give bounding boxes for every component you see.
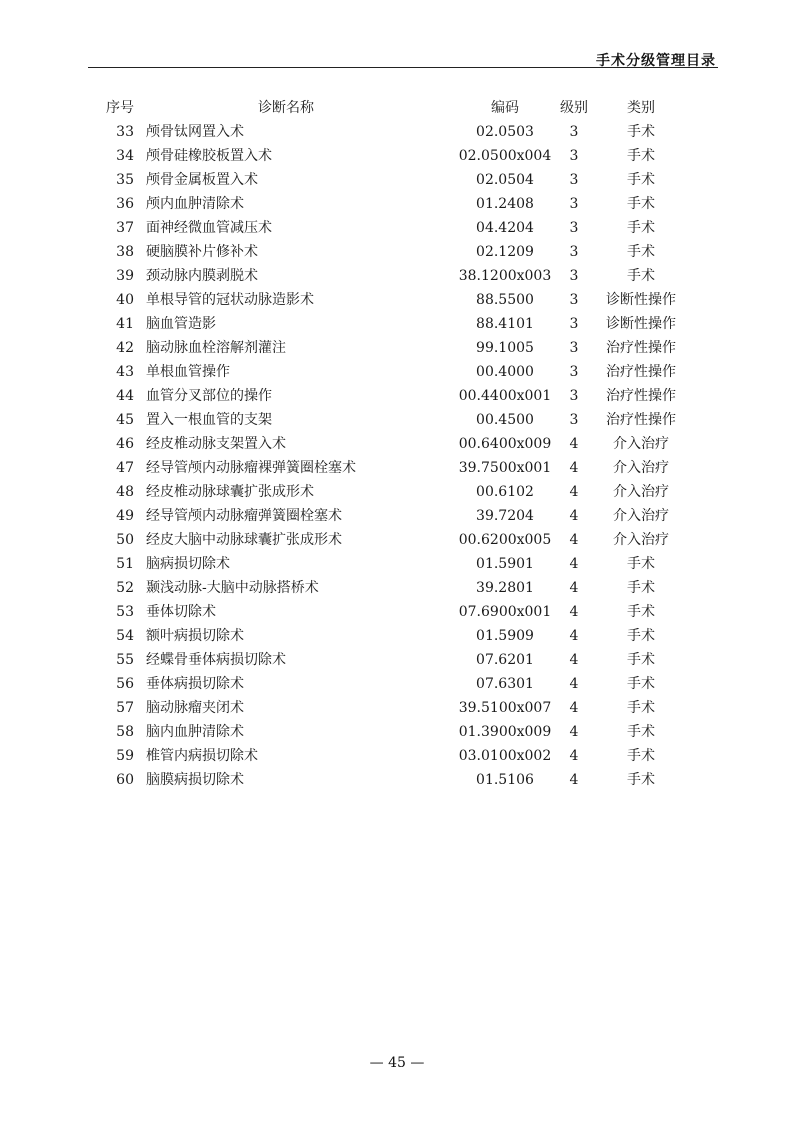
cell-code: 88.4101	[476, 316, 534, 332]
table-row	[0, 480, 794, 504]
cell-name: 颈动脉内膜剥脱术	[146, 268, 258, 284]
cell-num: 55	[116, 652, 134, 668]
cell-type: 手术	[627, 124, 655, 140]
header-divider	[88, 67, 718, 68]
cell-code: 00.6102	[476, 484, 534, 500]
cell-code: 39.2801	[476, 580, 534, 596]
table-row	[0, 744, 794, 768]
cell-name: 脑膜病损切除术	[146, 772, 244, 788]
table-row	[0, 600, 794, 624]
table-row	[0, 264, 794, 288]
cell-code: 00.4000	[476, 364, 534, 380]
cell-level: 3	[569, 244, 579, 260]
cell-code: 01.5909	[476, 628, 534, 644]
cell-level: 4	[569, 532, 579, 548]
table-row	[0, 312, 794, 336]
cell-level: 4	[569, 556, 579, 572]
cell-num: 53	[116, 604, 134, 620]
cell-code: 02.1209	[476, 244, 534, 260]
cell-level: 4	[569, 580, 579, 596]
table-row	[0, 456, 794, 480]
cell-num: 57	[116, 700, 134, 716]
cell-level: 3	[569, 364, 579, 380]
cell-num: 40	[116, 292, 134, 308]
table-row	[0, 288, 794, 312]
table-row	[0, 696, 794, 720]
cell-num: 41	[116, 316, 134, 332]
cell-level: 3	[569, 388, 579, 404]
cell-code: 01.5901	[476, 556, 534, 572]
cell-code: 07.6201	[476, 652, 534, 668]
cell-level: 4	[569, 460, 579, 476]
cell-name: 垂体切除术	[146, 604, 216, 620]
cell-type: 手术	[627, 724, 655, 740]
cell-level: 4	[569, 700, 579, 716]
table-row	[0, 240, 794, 264]
table-row	[0, 576, 794, 600]
cell-level: 4	[569, 676, 579, 692]
cell-name: 经皮大脑中动脉球囊扩张成形术	[146, 532, 342, 548]
cell-code: 00.6200x005	[458, 532, 552, 548]
cell-name: 垂体病损切除术	[146, 676, 244, 692]
cell-num: 35	[116, 172, 134, 188]
cell-name: 经蝶骨垂体病损切除术	[146, 652, 286, 668]
cell-name: 额叶病损切除术	[146, 628, 244, 644]
column-header-name: 诊断名称	[258, 100, 314, 116]
cell-name: 椎管内病损切除术	[146, 748, 258, 764]
table-row	[0, 192, 794, 216]
table-row	[0, 528, 794, 552]
cell-name: 脑血管造影	[146, 316, 216, 332]
cell-code: 02.0503	[476, 124, 534, 140]
cell-name: 颅骨硅橡胶板置入术	[146, 148, 272, 164]
column-header-type: 类别	[627, 100, 655, 116]
table-row	[0, 144, 794, 168]
cell-level: 4	[569, 436, 579, 452]
cell-code: 02.0504	[476, 172, 534, 188]
cell-level: 3	[569, 172, 579, 188]
cell-code: 00.4500	[476, 412, 534, 428]
cell-num: 48	[116, 484, 134, 500]
cell-level: 4	[569, 604, 579, 620]
cell-type: 手术	[627, 700, 655, 716]
cell-num: 42	[116, 340, 134, 356]
cell-type: 诊断性操作	[606, 292, 676, 308]
cell-level: 4	[569, 652, 579, 668]
cell-level: 4	[569, 748, 579, 764]
table-row	[0, 552, 794, 576]
cell-num: 34	[116, 148, 134, 164]
cell-num: 49	[116, 508, 134, 524]
cell-type: 治疗性操作	[606, 340, 676, 356]
cell-name: 单根血管操作	[146, 364, 230, 380]
cell-num: 56	[116, 676, 134, 692]
table-row	[0, 672, 794, 696]
cell-name: 颅内血肿清除术	[146, 196, 244, 212]
header-title: 手术分级管理目录	[596, 53, 716, 69]
page-number: — 45 —	[369, 1055, 425, 1071]
cell-code: 00.6400x009	[458, 436, 552, 452]
table-row	[0, 720, 794, 744]
column-header-num: 序号	[106, 100, 134, 116]
table-row	[0, 648, 794, 672]
cell-type: 介入治疗	[613, 532, 669, 548]
cell-num: 36	[116, 196, 134, 212]
table-row	[0, 216, 794, 240]
cell-num: 60	[116, 772, 134, 788]
cell-name: 颅骨金属板置入术	[146, 172, 258, 188]
cell-type: 治疗性操作	[606, 412, 676, 428]
cell-type: 手术	[627, 676, 655, 692]
column-header-code: 编码	[491, 100, 519, 116]
table-row	[0, 504, 794, 528]
cell-num: 44	[116, 388, 134, 404]
cell-name: 经导管颅内动脉瘤弹簧圈栓塞术	[146, 508, 342, 524]
cell-code: 01.3900x009	[458, 724, 552, 740]
cell-type: 介入治疗	[613, 508, 669, 524]
cell-type: 手术	[627, 220, 655, 236]
cell-num: 51	[116, 556, 134, 572]
cell-name: 颅骨钛网置入术	[146, 124, 244, 140]
table-row	[0, 384, 794, 408]
cell-code: 39.7500x001	[458, 460, 552, 476]
cell-name: 硬脑膜补片修补术	[146, 244, 258, 260]
cell-code: 02.0500x004	[458, 148, 552, 164]
cell-type: 手术	[627, 148, 655, 164]
cell-type: 介入治疗	[613, 436, 669, 452]
cell-num: 45	[116, 412, 134, 428]
cell-level: 3	[569, 316, 579, 332]
table-row	[0, 408, 794, 432]
cell-num: 43	[116, 364, 134, 380]
cell-code: 07.6900x001	[458, 604, 552, 620]
cell-num: 38	[116, 244, 134, 260]
cell-num: 50	[116, 532, 134, 548]
cell-name: 脑动脉瘤夹闭术	[146, 700, 244, 716]
cell-type: 手术	[627, 652, 655, 668]
cell-name: 脑病损切除术	[146, 556, 230, 572]
cell-level: 4	[569, 724, 579, 740]
cell-type: 手术	[627, 628, 655, 644]
cell-name: 经皮椎动脉支架置入术	[146, 436, 286, 452]
cell-code: 88.5500	[476, 292, 534, 308]
cell-level: 3	[569, 124, 579, 140]
table-row	[0, 336, 794, 360]
cell-level: 3	[569, 412, 579, 428]
table-body	[0, 120, 794, 792]
cell-code: 07.6301	[476, 676, 534, 692]
cell-level: 3	[569, 340, 579, 356]
cell-type: 手术	[627, 244, 655, 260]
cell-num: 54	[116, 628, 134, 644]
cell-code: 03.0100x002	[458, 748, 552, 764]
cell-level: 3	[569, 220, 579, 236]
cell-level: 4	[569, 628, 579, 644]
cell-code: 99.1005	[476, 340, 534, 356]
cell-type: 手术	[627, 172, 655, 188]
cell-num: 33	[116, 124, 134, 140]
cell-type: 手术	[627, 196, 655, 212]
cell-level: 3	[569, 292, 579, 308]
cell-level: 3	[569, 148, 579, 164]
cell-type: 手术	[627, 748, 655, 764]
cell-num: 52	[116, 580, 134, 596]
cell-name: 脑动脉血栓溶解剂灌注	[146, 340, 286, 356]
cell-name: 置入一根血管的支架	[146, 412, 272, 428]
cell-type: 介入治疗	[613, 484, 669, 500]
table-row	[0, 768, 794, 792]
cell-code: 01.2408	[476, 196, 534, 212]
cell-num: 37	[116, 220, 134, 236]
cell-type: 手术	[627, 268, 655, 284]
cell-type: 手术	[627, 772, 655, 788]
cell-type: 手术	[627, 604, 655, 620]
cell-name: 经皮椎动脉球囊扩张成形术	[146, 484, 314, 500]
cell-num: 59	[116, 748, 134, 764]
table-header-row	[0, 96, 794, 120]
cell-level: 3	[569, 268, 579, 284]
cell-type: 手术	[627, 556, 655, 572]
cell-level: 3	[569, 196, 579, 212]
cell-code: 00.4400x001	[458, 388, 552, 404]
cell-code: 38.1200x003	[458, 268, 552, 284]
table-row	[0, 432, 794, 456]
cell-level: 4	[569, 508, 579, 524]
cell-code: 39.5100x007	[458, 700, 552, 716]
table-row	[0, 120, 794, 144]
cell-num: 47	[116, 460, 134, 476]
surgery-table	[0, 96, 794, 792]
cell-type: 介入治疗	[613, 460, 669, 476]
cell-name: 经导管颅内动脉瘤裸弹簧圈栓塞术	[146, 460, 356, 476]
cell-name: 脑内血肿清除术	[146, 724, 244, 740]
table-row	[0, 360, 794, 384]
cell-code: 04.4204	[476, 220, 534, 236]
cell-level: 4	[569, 484, 579, 500]
cell-level: 4	[569, 772, 579, 788]
cell-name: 面神经微血管减压术	[146, 220, 272, 236]
cell-type: 治疗性操作	[606, 364, 676, 380]
table-row	[0, 624, 794, 648]
cell-type: 手术	[627, 580, 655, 596]
cell-num: 39	[116, 268, 134, 284]
cell-name: 单根导管的冠状动脉造影术	[146, 292, 314, 308]
cell-type: 治疗性操作	[606, 388, 676, 404]
cell-name: 颞浅动脉-大脑中动脉搭桥术	[146, 580, 319, 596]
cell-name: 血管分叉部位的操作	[146, 388, 272, 404]
cell-num: 58	[116, 724, 134, 740]
cell-code: 01.5106	[476, 772, 534, 788]
cell-type: 诊断性操作	[606, 316, 676, 332]
cell-code: 39.7204	[476, 508, 534, 524]
cell-num: 46	[116, 436, 134, 452]
table-row	[0, 168, 794, 192]
column-header-level: 级别	[560, 100, 588, 116]
